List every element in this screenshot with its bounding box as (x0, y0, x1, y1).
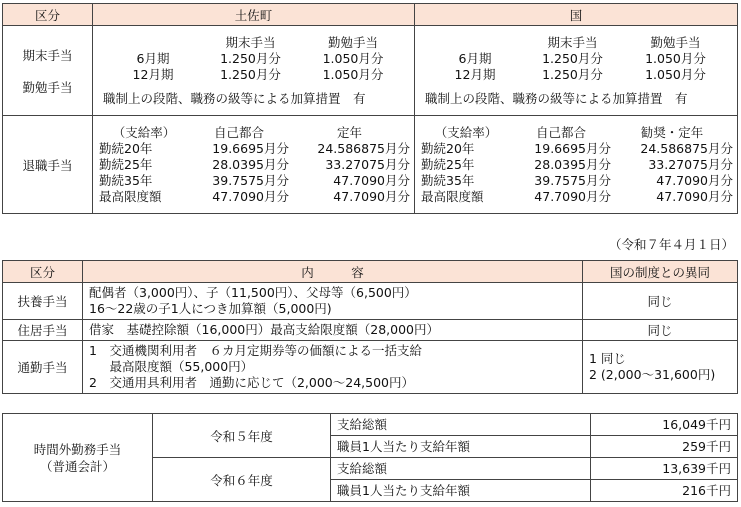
bonus-label-cell (3, 26, 93, 116)
fiscal-year: 令和６年度 (153, 458, 331, 502)
jiko-head: 自己都合 (535, 124, 586, 140)
years: 勤続35年 (421, 172, 475, 188)
item-value: 259千円 (591, 436, 738, 458)
rate-head: （支給率） (112, 124, 176, 140)
header-tosa: 土佐町 (93, 4, 415, 26)
kinben-value: 1.050月分 (645, 66, 706, 82)
period: 12月期 (454, 66, 496, 82)
teinen-value: 33.27075月分 (325, 156, 410, 172)
jiko-value: 47.7090月分 (212, 188, 289, 204)
col-kimatsu: 期末手当 (547, 34, 598, 50)
teinen-value: 24.586875月分 (640, 140, 733, 156)
bonus-kuni-grid (425, 35, 731, 107)
col-kinben: 勤勉手当 (650, 34, 701, 50)
jiko-value: 39.7575月分 (212, 172, 289, 188)
years: 勤続35年 (99, 172, 153, 188)
teinen-value: 33.27075月分 (648, 156, 733, 172)
jiko-value: 19.6695月分 (534, 140, 611, 156)
kinben-value: 1.050月分 (322, 50, 384, 66)
bonus-kuni-cell (415, 26, 738, 116)
jiko-head: 自己都合 (213, 124, 264, 140)
allowance-name: 通勤手当 (3, 341, 83, 394)
allowance-content: 配偶者（3,000円）、子（11,500円）、父母等（6,500円） 16～22歳の子1人につき加算額（5,000円) (83, 283, 583, 320)
teinen-value: 24.586875月分 (317, 140, 410, 156)
kimatsu-value: 1.250月分 (220, 50, 281, 66)
years: 最高限度額 (99, 188, 162, 204)
kimatsu-value: 1.250月分 (220, 66, 281, 82)
retire-label: 退職手当 (3, 116, 93, 214)
retire-kuni-cell (415, 116, 738, 214)
rate-head: （支給率） (434, 124, 498, 140)
header-kuni-diff: 国の制度との異同 (583, 261, 738, 283)
retire-tosa-cell (93, 116, 415, 214)
years: 勤続25年 (421, 156, 475, 172)
item-label: 職員1人当たり支給年額 (331, 436, 591, 458)
bonus-label-kimatsu: 期末手当 (22, 47, 73, 63)
header-naiyou: 内 容 (83, 261, 583, 283)
jiko-value: 19.6695月分 (212, 140, 289, 156)
bonus-note: 職制上の段階、職務の級等による加算措置 有 (103, 90, 366, 106)
teinen-head: 定年 (336, 124, 362, 140)
years: 勤続20年 (421, 140, 475, 156)
header-kubun: 区分 (3, 261, 83, 283)
allowance-diff: 1 同じ 2 (2,000～31,600円) (583, 341, 738, 394)
years: 最高限度額 (421, 188, 484, 204)
bonus-label-kinben: 勤勉手当 (22, 79, 73, 95)
item-label: 職員1人当たり支給年額 (331, 480, 591, 502)
allowance-diff: 同じ (583, 283, 738, 320)
kinben-value: 1.050月分 (322, 66, 384, 82)
retire-tosa-grid (99, 125, 410, 205)
jiko-value: 28.0395月分 (212, 156, 289, 172)
jiko-value: 39.7575月分 (534, 172, 611, 188)
bonus-note: 職制上の段階、職務の級等による加算措置 有 (425, 90, 688, 106)
item-label: 支給総額 (331, 414, 591, 436)
bonus-tosa-grid (103, 35, 408, 107)
period: 12月期 (132, 66, 174, 82)
kansho-head: 勧奨・定年 (640, 124, 704, 140)
salary-comparison-table (2, 3, 738, 214)
item-label: 支給総額 (331, 458, 591, 480)
years: 勤続25年 (99, 156, 153, 172)
teinen-value: 47.7090月分 (656, 188, 733, 204)
years: 勤続20年 (99, 140, 153, 156)
allowance-content: 1 交通機関利用者 ６カ月定期券等の価額による一括支給 最高限度額（55,000円） 2 交通用具利用者 通勤に応じて（2,000～24,500円） (83, 341, 583, 394)
item-value: 216千円 (591, 480, 738, 502)
retire-kuni-grid (421, 125, 733, 205)
kimatsu-value: 1.250月分 (542, 50, 603, 66)
header-kuni: 国 (415, 4, 738, 26)
allowance-name: 扶養手当 (3, 283, 83, 320)
item-value: 13,639千円 (591, 458, 738, 480)
bonus-tosa-cell (93, 26, 415, 116)
teinen-value: 47.7090月分 (333, 172, 410, 188)
allowance-diff: 同じ (583, 320, 738, 341)
jiko-value: 28.0395月分 (534, 156, 611, 172)
col-kimatsu: 期末手当 (225, 34, 276, 50)
overtime-label: 時間外勤務手当 （普通会計） (3, 414, 153, 502)
overtime-table (2, 413, 738, 502)
fiscal-year: 令和５年度 (153, 414, 331, 458)
period: 6月期 (136, 50, 170, 66)
teinen-value: 47.7090月分 (333, 188, 410, 204)
col-kinben: 勤勉手当 (327, 34, 378, 50)
jiko-value: 47.7090月分 (534, 188, 611, 204)
allowance-name: 住居手当 (3, 320, 83, 341)
kimatsu-value: 1.250月分 (542, 66, 603, 82)
as-of-date: （令和７年４月１日） (608, 237, 734, 252)
kinben-value: 1.050月分 (645, 50, 706, 66)
period: 6月期 (458, 50, 492, 66)
allowance-content: 借家 基礎控除額（16,000円）最高支給限度額（28,000円） (83, 320, 583, 341)
item-value: 16,049千円 (591, 414, 738, 436)
allowances-table (2, 260, 738, 394)
teinen-value: 47.7090月分 (656, 172, 733, 188)
header-kubun: 区分 (3, 4, 93, 26)
